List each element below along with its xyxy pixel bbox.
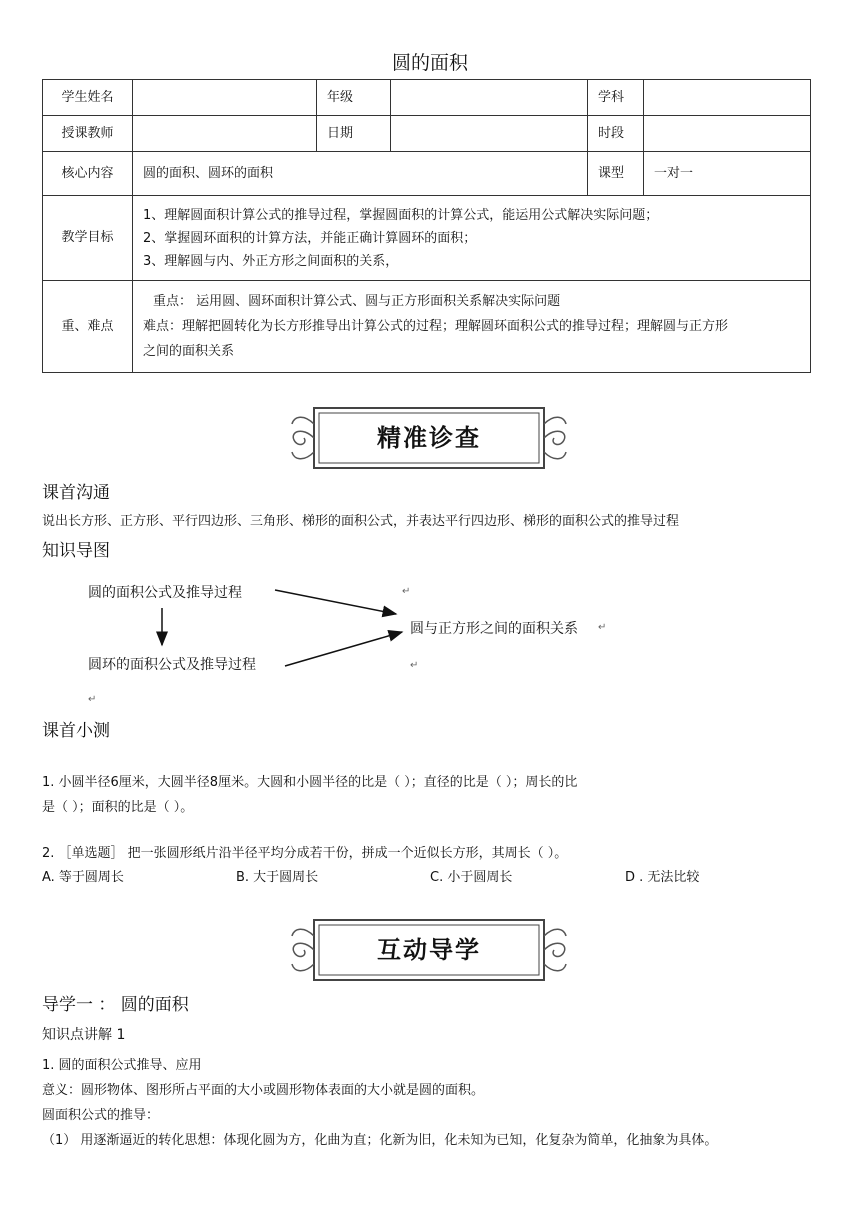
core-content-value: 圆的面积、圆环的面积 xyxy=(133,152,588,196)
quiz-question-1: 1. 小圆半径6厘米，大圆半径8厘米。大圆和小圆半径的比是（ ）；直径的比是（ ）；周长的比 xyxy=(42,775,578,790)
return-mark: ↵ xyxy=(598,622,607,633)
student-name-label: 学生姓名 xyxy=(43,80,133,116)
class-type-value: 一对一 xyxy=(644,152,811,196)
guide-line: 1. 圆的面积公式推导、应用 xyxy=(42,1058,202,1073)
guide-line: （1） 用逐渐逼近的转化思想：体现化圆为方，化曲为直；化新为旧，化未知为已知，化复杂为简单，化抽象为具体。 xyxy=(42,1133,718,1148)
banner-text: 精准诊查 xyxy=(377,423,481,452)
section-heading-communication: 课首沟通 xyxy=(42,483,110,503)
date-label: 日期 xyxy=(317,116,391,152)
teacher-label: 授课教师 xyxy=(43,116,133,152)
quiz-option-c: C. 小于圆周长 xyxy=(430,870,513,885)
difficulty-line: 之间的面积关系 xyxy=(143,344,235,359)
knowledge-point-heading: 知识点讲解 1 xyxy=(42,1027,126,1043)
arrow-circle-to-square xyxy=(275,590,396,614)
node-circle-area: 圆的面积公式及推导过程 xyxy=(88,585,242,601)
quiz-option-d: D . 无法比较 xyxy=(625,870,700,885)
section-heading-guide-1: 导学一 ： 圆的面积 xyxy=(42,995,189,1015)
quiz-option-a: A. 等于圆周长 xyxy=(42,870,124,885)
quiz-question-2: 2. ［单选题］ 把一张圆形纸片沿半径平均分成若干份，拼成一个近似长方形，其周长（ ）。 xyxy=(42,846,568,861)
key-point: 重点： 运用圆、圆环面积计算公式、圆与正方形面积关系解决实际问题 xyxy=(153,294,561,309)
return-mark: ↵ xyxy=(410,660,419,671)
quiz-question-1-cont: 是（ ）；面积的比是（ ）。 xyxy=(42,800,194,815)
guide-line: 圆面积公式的推导： xyxy=(42,1108,160,1123)
period-label: 时段 xyxy=(588,116,644,152)
grade-label: 年级 xyxy=(317,80,391,116)
goal-item: 2、掌握圆环面积的计算方法，并能正确计算圆环的面积； xyxy=(143,230,477,246)
key-difficult-label: 重、难点 xyxy=(43,281,133,373)
quiz-option-b: B. 大于圆周长 xyxy=(236,870,319,885)
goal-item: 1、理解圆面积计算公式的推导过程，掌握圆面积的计算公式，能运用公式解决实际问题； xyxy=(143,207,659,223)
section-banner-guided-learning xyxy=(284,916,574,984)
goal-item: 3、理解圆与内、外正方形之间面积的关系， xyxy=(143,253,399,269)
communication-text: 说出长方形、正方形、平行四边形、三角形、梯形的面积公式，并表达平行四边形、梯形的面积公式的推导过程 xyxy=(42,514,680,529)
node-ring-area: 圆环的面积公式及推导过程 xyxy=(88,657,256,673)
banner-text: 互动导学 xyxy=(377,935,481,964)
section-heading-quiz: 课首小测 xyxy=(42,721,110,741)
class-type-label: 课型 xyxy=(588,152,644,196)
guide-line: 意义：圆形物体、图形所占平面的大小或圆形物体表面的大小就是圆的面积。 xyxy=(42,1083,485,1098)
page-title: 圆的面积 xyxy=(391,52,468,74)
difficulty-line: 难点：理解把圆转化为长方形推导出计算公式的过程；理解圆环面积公式的推导过程；理解圆与正方形 xyxy=(143,319,729,334)
core-content-label: 核心内容 xyxy=(43,152,133,196)
node-circle-square-relation: 圆与正方形之间的面积关系 xyxy=(410,621,578,637)
return-mark: ↵ xyxy=(402,586,411,597)
teaching-goals-label: 教学目标 xyxy=(43,196,133,281)
subject-label: 学科 xyxy=(588,80,644,116)
arrow-ring-to-square xyxy=(285,632,402,666)
return-mark: ↵ xyxy=(88,694,97,705)
section-heading-mind-map: 知识导图 xyxy=(42,541,110,561)
